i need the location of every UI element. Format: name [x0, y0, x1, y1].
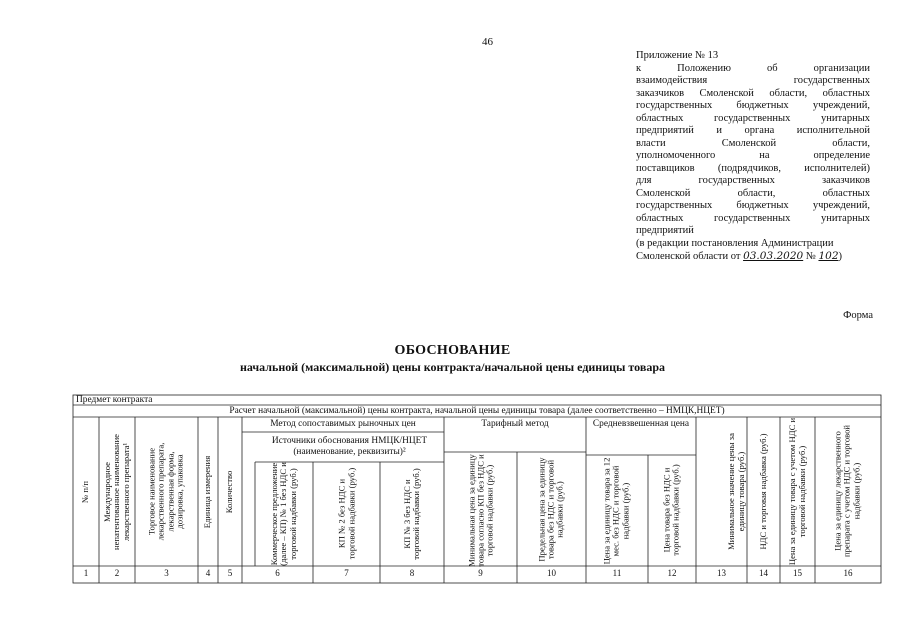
appendix-suffix: )	[838, 251, 843, 262]
appendix-line: власти Смоленской области,	[636, 137, 870, 149]
appendix-line: Приложение № 13	[636, 50, 719, 61]
column-number: 1	[83, 568, 89, 578]
appendix-line: взаимодействия государственных	[636, 75, 870, 86]
appendix-line: Смоленской области, областных	[636, 187, 870, 199]
column-header: НДС и торговая надбавка (руб.)	[757, 433, 768, 550]
column-number: 9	[478, 568, 483, 578]
column-header: Единица измерения	[202, 455, 213, 529]
subject-label: Предмет контракта	[76, 395, 153, 405]
column-header: Минимальная цена за единицу товара согласно КП без НДС и торговой надбавки (руб.)	[466, 454, 495, 567]
method-market-header: Метод сопоставимых рыночных цен	[270, 419, 416, 429]
appendix-line: предприятий	[636, 225, 694, 236]
column-number: 5	[227, 568, 233, 578]
document-title: ОБОСНОВАНИЕ	[394, 343, 511, 358]
calc-header: Расчет начальной (максимальной) цены контракта, начальной цены единицы товара (далее соответственно – НМЦК,НЦЕТ)	[229, 406, 725, 416]
appendix-line: областных государственных унитарных	[636, 212, 870, 224]
sources-header: Источники обоснования НМЦК/НЦЕТ (наименование, реквизиты)²	[271, 436, 428, 457]
appendix-line: для государственных заказчиков	[636, 175, 870, 186]
column-number: 7	[344, 568, 349, 578]
form-label: Форма	[843, 310, 873, 321]
column-number: 8	[409, 568, 415, 578]
column-number: 14	[759, 568, 768, 578]
column-header: КП № 3 без НДС и торговой надбавки (руб.)	[401, 468, 421, 560]
number-prefix: №	[805, 251, 816, 262]
column-number: 11	[612, 568, 622, 578]
document-subtitle: начальной (максимальной) цены контракта/начальной цены единицы товара	[239, 360, 666, 374]
appendix-last-prefix: Смоленской области от	[636, 251, 741, 262]
column-header: № п/п	[80, 481, 91, 503]
appendix-line: поставщиков (подрядчиков, исполнителей)	[636, 162, 870, 174]
column-header: Коммерческое предложение (далее – КП) № 1 без НДС и торговой надбавки (руб.)	[269, 462, 298, 566]
appendix-line: к Положению об организации	[636, 62, 870, 74]
appendix-line: областных государственных унитарных	[636, 112, 870, 124]
page-number: 46	[482, 36, 493, 48]
column-header: Цена за единицу товара за 12 мес. без НДС и торговой надбавки (руб.)	[601, 457, 631, 565]
column-number: 16	[843, 568, 853, 578]
column-header: Минимальное значение цены за единицу товара (руб.)	[726, 433, 746, 550]
column-header: Количество	[224, 470, 235, 514]
column-header: Международное непатентованное наименование лекарственного препарата¹	[102, 434, 131, 550]
column-number: 2	[114, 568, 120, 578]
column-number: 3	[164, 568, 169, 578]
column-header: Цена товара без НДС и торговой надбавки (руб.)	[661, 464, 681, 556]
column-number: 13	[717, 568, 726, 578]
handwritten-number: 102	[818, 250, 839, 262]
column-number: 15	[793, 568, 802, 578]
appendix-line: государственных бюджетных учреждений,	[636, 100, 870, 111]
appendix-line: уполномоченного на определение	[636, 150, 870, 161]
appendix-line: заказчиков Смоленской области, областных	[636, 87, 870, 99]
handwritten-date: 03.03.2020	[743, 250, 804, 262]
column-number: 4	[205, 568, 211, 578]
column-header: Торговое наименование лекарственного препарата, лекарственная форма, дозировка, упаковка	[146, 442, 185, 541]
column-header: КП № 2 без НДС и торговой надбавки (руб.)	[336, 467, 356, 560]
appendix-line: государственных бюджетных учреждений,	[636, 200, 870, 211]
appendix-line: (в редакции постановления Администрации	[636, 237, 834, 249]
column-number: 10	[547, 568, 556, 578]
appendix-line: предприятий и органа исполнительной	[636, 125, 870, 136]
column-header: Цена за единицу лекарственного препарата с учетом НДС и торговой надбавки (руб.)	[832, 424, 862, 558]
column-number: 12	[667, 568, 677, 578]
method-tariff-header: Тарифный метод	[481, 419, 549, 429]
column-number: 6	[275, 568, 280, 578]
column-header: Предельная цена за единицу товара без НДС и торговой надбавки (руб.)	[536, 457, 565, 562]
weighted-avg-header: Средневзвешенная цена	[592, 419, 690, 429]
column-header: Цена за единицу товара с учетом НДС и торговой надбавки (руб.)	[787, 417, 807, 566]
